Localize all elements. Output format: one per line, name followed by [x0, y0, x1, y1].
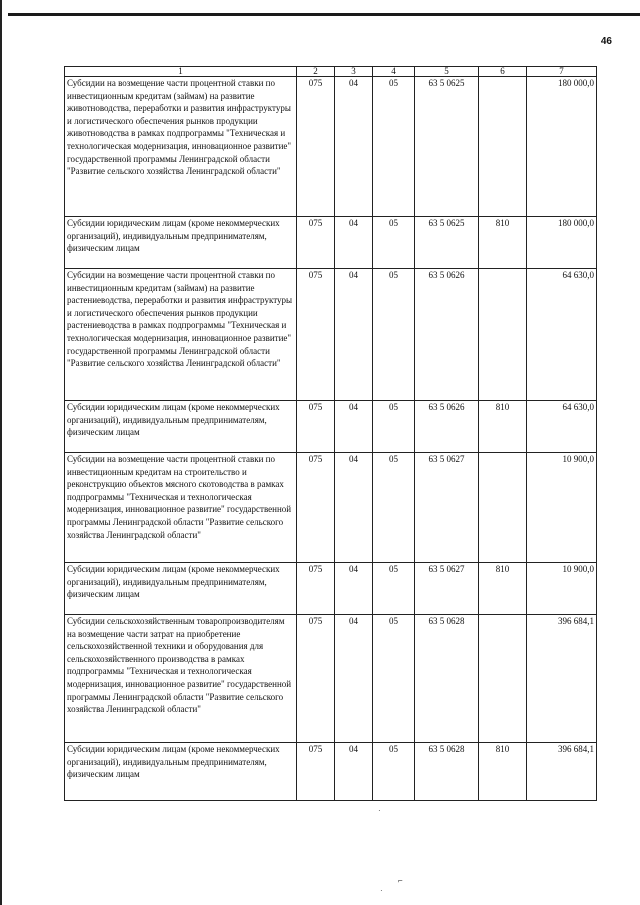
row-target-code: 63 5 0628	[415, 743, 479, 801]
row-section-code: 04	[335, 615, 373, 743]
row-subsection-code: 05	[373, 269, 415, 401]
row-target-code: 63 5 0625	[415, 217, 479, 269]
row-amount: 10 900,0	[527, 563, 597, 615]
table-row	[65, 453, 597, 563]
row-ministry-code: 075	[297, 77, 335, 217]
row-expense-type: 810	[479, 563, 527, 615]
row-amount: 64 630,0	[527, 269, 597, 401]
row-section-code: 04	[335, 401, 373, 453]
row-name: Субсидии на возмещение части процентной ставки по инвестиционным кредитам на строительство и реконструкцию объектов мясного скотоводства в рамках подпрограммы "Техническая и технологическая модернизация, инновационное развитие" государственной программы Ленинградской области "Развитие сельского хозяйства Ленинградской области"	[65, 453, 297, 563]
table-header-row	[65, 67, 597, 77]
row-expense-type	[479, 615, 527, 743]
row-amount: 396 684,1	[527, 615, 597, 743]
row-name: Субсидии юридическим лицам (кроме некоммерческих организаций), индивидуальным предпринимателям, физическим лицам	[65, 563, 297, 615]
table-row	[65, 615, 597, 743]
row-subsection-code: 05	[373, 453, 415, 563]
table-row	[65, 743, 597, 801]
scan-speck: ⌐	[398, 876, 403, 885]
row-target-code: 63 5 0626	[415, 269, 479, 401]
row-ministry-code: 075	[297, 217, 335, 269]
row-name: Субсидии на возмещение части процентной ставки по инвестиционным кредитам (займам) на развитие животноводства, переработки и развития инфраструктуры и логистического обеспечения рынков продукции животноводства в рамках подпрограммы "Техническая и технологическая модернизация, инновационное развитие" государственной программы Ленинградской области "Развитие сельского хозяйства Ленинградской области"	[65, 77, 297, 217]
row-expense-type	[479, 453, 527, 563]
row-name: Субсидии юридическим лицам (кроме некоммерческих организаций), индивидуальным предпринимателям, физическим лицам	[65, 401, 297, 453]
header-col-7: 7	[527, 67, 597, 77]
row-expense-type	[479, 269, 527, 401]
scan-left-edge	[0, 0, 2, 905]
row-ministry-code: 075	[297, 615, 335, 743]
header-col-5: 5	[415, 67, 479, 77]
budget-table	[64, 66, 597, 801]
row-ministry-code: 075	[297, 401, 335, 453]
header-col-2: 2	[297, 67, 335, 77]
row-ministry-code: 075	[297, 453, 335, 563]
row-target-code: 63 5 0625	[415, 77, 479, 217]
header-col-3: 3	[335, 67, 373, 77]
header-col-4: 4	[373, 67, 415, 77]
row-amount: 180 000,0	[527, 77, 597, 217]
row-section-code: 04	[335, 77, 373, 217]
row-amount: 10 900,0	[527, 453, 597, 563]
scan-speck: ·	[380, 886, 383, 895]
row-target-code: 63 5 0627	[415, 453, 479, 563]
table-row	[65, 401, 597, 453]
table-row	[65, 563, 597, 615]
row-expense-type: 810	[479, 743, 527, 801]
row-target-code: 63 5 0628	[415, 615, 479, 743]
row-target-code: 63 5 0627	[415, 563, 479, 615]
scan-speck: ·	[378, 806, 381, 815]
row-section-code: 04	[335, 743, 373, 801]
header-col-6: 6	[479, 67, 527, 77]
row-amount: 396 684,1	[527, 743, 597, 801]
table-row	[65, 217, 597, 269]
row-expense-type: 810	[479, 217, 527, 269]
row-name: Субсидии сельскохозяйственным товаропроизводителям на возмещение части затрат на приобретение сельскохозяйственной техники и оборудования для сельскохозяйственного производства в рамках подпрограммы "Техническая и технологическая модернизация, инновационное развитие" государственной программы Ленинградской области "Развитие сельского хозяйства Ленинградской области"	[65, 615, 297, 743]
row-amount: 64 630,0	[527, 401, 597, 453]
row-name: Субсидии юридическим лицам (кроме некоммерческих организаций), индивидуальным предпринимателям, физическим лицам	[65, 743, 297, 801]
row-section-code: 04	[335, 563, 373, 615]
page-number: 46	[600, 36, 612, 47]
row-name: Субсидии юридическим лицам (кроме некоммерческих организаций), индивидуальным предпринимателям, физическим лицам	[65, 217, 297, 269]
row-section-code: 04	[335, 269, 373, 401]
row-section-code: 04	[335, 217, 373, 269]
row-target-code: 63 5 0626	[415, 401, 479, 453]
row-subsection-code: 05	[373, 615, 415, 743]
table-row	[65, 77, 597, 217]
row-subsection-code: 05	[373, 217, 415, 269]
header-col-1: 1	[65, 67, 297, 77]
row-ministry-code: 075	[297, 269, 335, 401]
row-subsection-code: 05	[373, 743, 415, 801]
row-name: Субсидии на возмещение части процентной ставки по инвестиционным кредитам (займам) на развитие растениеводства, переработки и развития инфраструктуры и логистического обеспечения рынков продукции растениеводства в рамках подпрограммы "Техническая и технологическая модернизация, инновационное развитие" государственной программы Ленинградской области "Развитие сельского хозяйства Ленинградской области"	[65, 269, 297, 401]
table-row	[65, 269, 597, 401]
row-subsection-code: 05	[373, 401, 415, 453]
scan-top-rule	[8, 0, 640, 16]
row-expense-type: 810	[479, 401, 527, 453]
row-section-code: 04	[335, 453, 373, 563]
row-subsection-code: 05	[373, 77, 415, 217]
row-subsection-code: 05	[373, 563, 415, 615]
row-ministry-code: 075	[297, 563, 335, 615]
row-expense-type	[479, 77, 527, 217]
row-amount: 180 000,0	[527, 217, 597, 269]
row-ministry-code: 075	[297, 743, 335, 801]
